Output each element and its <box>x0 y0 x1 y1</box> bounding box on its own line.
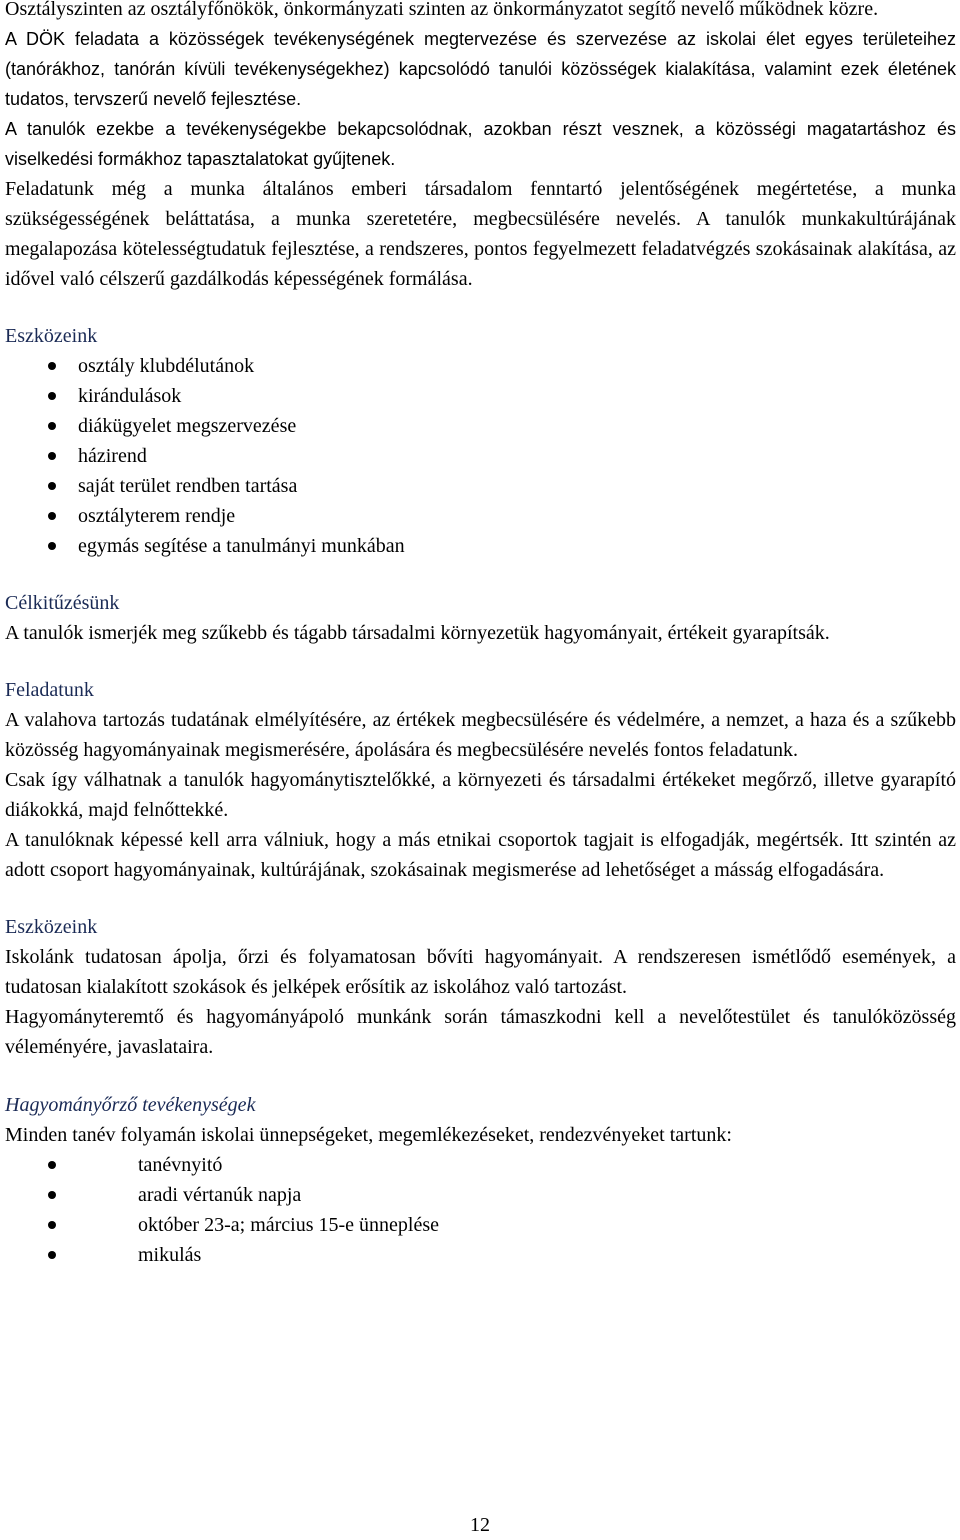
paragraph-feladatunk-2: Csak így válhatnak a tanulók hagyománytisztelőkké, a környezeti és társadalmi értékeket megőrző, illetve gyarapító diákokká, majd felnőttekké. <box>5 769 956 821</box>
paragraph-hagyomanyorzo-intro: Minden tanév folyamán iskolai ünnepségeket, megemlékezéseket, rendezvényeket tartunk: <box>5 1124 732 1146</box>
paragraph-intro-1: Osztályszinten az osztályfőnökök, önkormányzati szinten az önkormányzatot segítő nevelő működnek közre. <box>5 0 879 20</box>
bullet-icon <box>48 362 56 370</box>
bullet-icon <box>48 452 56 460</box>
bullet-icon <box>48 482 56 490</box>
list-item: október 23-a; március 15-e ünneplése <box>5 1210 956 1240</box>
bullet-icon <box>48 1251 56 1259</box>
heading-eszkozeink-1: Eszközeink <box>5 325 98 347</box>
document-page <box>5 0 956 1270</box>
list-item: osztályterem rendje <box>5 501 956 531</box>
paragraph-eszkozeink-2: Hagyományteremtő és hagyományápoló munkánk során támaszkodni kell a nevelőtestület és tanulóközösség véleményére, javaslataira. <box>5 1006 956 1058</box>
list-item: diákügyelet megszervezése <box>5 411 956 441</box>
bullet-icon <box>48 392 56 400</box>
paragraph-feladatunk-3: A tanulóknak képessé kell arra válniuk, hogy a más etnikai csoportok tagjait is elfogadják, megértsék. Itt szintén az adott csoport hagyományainak, kultúrájának, szokásainak megismerése ad lehetőséget a másság elfogadására. <box>5 829 956 881</box>
list-item: kirándulások <box>5 381 956 411</box>
paragraph-eszkozeink-1: Iskolánk tudatosan ápolja, őrzi és folyamatosan bővíti hagyományait. A rendszeresen ismétlődő események, a tudatosan kialakított szokások és jelképek erősítik az iskolához való tartozást. <box>5 946 956 998</box>
list-item: házirend <box>5 441 956 471</box>
heading-eszkozeink-2: Eszközeink <box>5 916 98 938</box>
bullet-icon <box>48 1191 56 1199</box>
bullet-icon <box>48 512 56 520</box>
heading-celkituzes: Célkitűzésünk <box>5 592 120 614</box>
bullet-icon <box>48 1161 56 1169</box>
paragraph-celkituzes: A tanulók ismerjék meg szűkebb és tágabb társadalmi környezetük hagyományait, értékeit gyarapítsák. <box>5 622 830 644</box>
list-item: egymás segítése a tanulmányi munkában <box>5 531 956 561</box>
list-item: mikulás <box>5 1240 956 1270</box>
list-item: aradi vértanúk napja <box>5 1180 956 1210</box>
page-number: 12 <box>470 1514 490 1536</box>
bullet-icon <box>48 1221 56 1229</box>
heading-hagyomanyorzo: Hagyományőrző tevékenységek <box>5 1094 256 1116</box>
list-item: osztály klubdélutánok <box>5 351 956 381</box>
paragraph-intro-2: A DÖK feladata a közösségek tevékenységének megtervezése és szervezése az iskolai élet egyes területeihez (tanórákhoz, tanórán kívüli tevékenységekhez) kapcsolódó tanulói közösségek kialakítása, valamint ezek életének tudatos, tervszerű nevelő fejlesztése. <box>5 29 956 109</box>
paragraph-intro-4: Feladatunk még a munka általános emberi társadalom fenntartó jelentőségének megértetése, a munka szükségességének beláttatása, a munka szeretetére, megbecsülésére nevelés. A tanulók munkakultúrájának megalapozása kötelességtudatuk fejlesztése, a rendszeres, pontos fegyelmezett feladatvégzés szokásainak alakítása, az idővel való célszerű gazdálkodás képességének formálása. <box>5 178 956 290</box>
heading-feladatunk: Feladatunk <box>5 679 94 701</box>
paragraph-feladatunk-1: A valahova tartozás tudatának elmélyítésére, az értékek megbecsülésére és védelmére, a nemzet, a haza és a szűkebb közösség hagyományainak megismerésére, ápolására és megbecsülésére nevelés fontos feladatunk. <box>5 709 956 761</box>
paragraph-intro-3: A tanulók ezekbe a tevékenységekbe bekapcsolódnak, azokban részt vesznek, a közösségi magatartáshoz és viselkedési formákhoz tapasztalatokat gyűjtenek. <box>5 119 956 169</box>
list-item: saját terület rendben tartása <box>5 471 956 501</box>
list-eszkozeink <box>5 351 956 561</box>
bullet-icon <box>48 542 56 550</box>
list-unnepsegek <box>5 1150 956 1270</box>
list-item: tanévnyitó <box>5 1150 956 1180</box>
bullet-icon <box>48 422 56 430</box>
